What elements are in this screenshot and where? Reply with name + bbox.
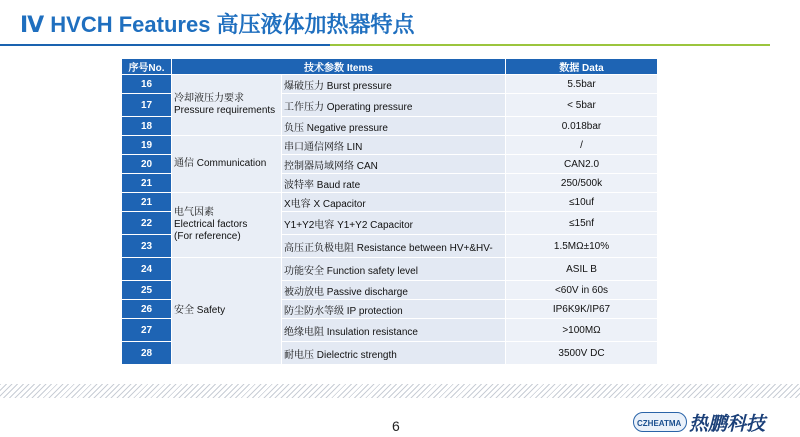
title-rule-green	[330, 44, 770, 46]
item-name: 绝缘电阻 Insulation resistance	[282, 319, 506, 342]
row-number: 27	[122, 319, 172, 342]
category-label: (For reference)	[174, 231, 241, 242]
page-title: Ⅳ HVCH Features 高压液体加热器特点	[20, 12, 415, 37]
row-number: 22	[122, 212, 172, 235]
category-electrical	[172, 193, 282, 258]
category-label: 通信 Communication	[174, 158, 267, 169]
row-number: 21	[122, 174, 172, 193]
company-logo	[633, 409, 791, 433]
category-label: 冷却液压力要求	[174, 93, 244, 104]
row-number: 28	[122, 342, 172, 365]
item-value: 5.5bar	[506, 75, 658, 94]
spec-table	[121, 58, 658, 365]
item-value: 3500V DC	[506, 342, 658, 365]
row-number: 26	[122, 300, 172, 319]
row-number: 19	[122, 136, 172, 155]
logo-badge	[633, 412, 687, 432]
title-rule-blue	[0, 44, 330, 46]
table-row	[122, 258, 658, 281]
row-number: 17	[122, 94, 172, 117]
category-label: 安全 Safety	[174, 305, 226, 316]
row-number: 24	[122, 258, 172, 281]
table-row	[122, 136, 658, 155]
item-name: X电容 X Capacitor	[282, 193, 506, 212]
item-value: ≤15nf	[506, 212, 658, 235]
table-row	[122, 193, 658, 212]
item-name: 耐电压 Dielectric strength	[282, 342, 506, 365]
item-value: 0.018bar	[506, 117, 658, 136]
row-number: 20	[122, 155, 172, 174]
footer-hatch-band	[0, 384, 800, 398]
item-name: 防尘防水等级 IP protection	[282, 300, 506, 319]
row-number: 23	[122, 235, 172, 258]
row-number: 21	[122, 193, 172, 212]
item-value: /	[506, 136, 658, 155]
item-name: 波特率 Baud rate	[282, 174, 506, 193]
item-value: 250/500k	[506, 174, 658, 193]
row-number: 16	[122, 75, 172, 94]
header-items: 技术参数 Items	[172, 59, 506, 75]
page-number: 6	[392, 418, 400, 434]
item-name: 控制器局域网络 CAN	[282, 155, 506, 174]
item-value: < 5bar	[506, 94, 658, 117]
row-number: 25	[122, 281, 172, 300]
category-label: 电气因素	[174, 207, 214, 218]
item-name: 工作压力 Operating pressure	[282, 94, 506, 117]
category-communication	[172, 136, 282, 193]
item-value: ASIL B	[506, 258, 658, 281]
item-name: 串口通信网络 LIN	[282, 136, 506, 155]
item-name: 负压 Negative pressure	[282, 117, 506, 136]
item-name: 爆破压力 Burst pressure	[282, 75, 506, 94]
logo-badge-text: CZHEATMA	[637, 419, 682, 428]
item-name: 被动放电 Passive discharge	[282, 281, 506, 300]
category-label: Pressure requirements	[174, 105, 276, 116]
category-safety	[172, 258, 282, 365]
category-coolant	[172, 75, 282, 136]
item-name: Y1+Y2电容 Y1+Y2 Capacitor	[282, 212, 506, 235]
item-name: 高压正负极电阻 Resistance between HV+&HV-	[282, 235, 506, 258]
item-value: 1.5MΩ±10%	[506, 235, 658, 258]
item-value: ≤10uf	[506, 193, 658, 212]
item-value: >100MΩ	[506, 319, 658, 342]
table-header-row	[122, 59, 658, 75]
header-no: 序号No.	[122, 59, 172, 75]
header-data: 数据 Data	[506, 59, 658, 75]
logo-chinese-name: 热鹏科技	[689, 413, 766, 435]
item-value: CAN2.0	[506, 155, 658, 174]
category-label: Electrical factors	[174, 219, 248, 230]
item-value: IP6K9K/IP67	[506, 300, 658, 319]
table-row	[122, 75, 658, 94]
item-name: 功能安全 Function safety level	[282, 258, 506, 281]
row-number: 18	[122, 117, 172, 136]
item-value: <60V in 60s	[506, 281, 658, 300]
